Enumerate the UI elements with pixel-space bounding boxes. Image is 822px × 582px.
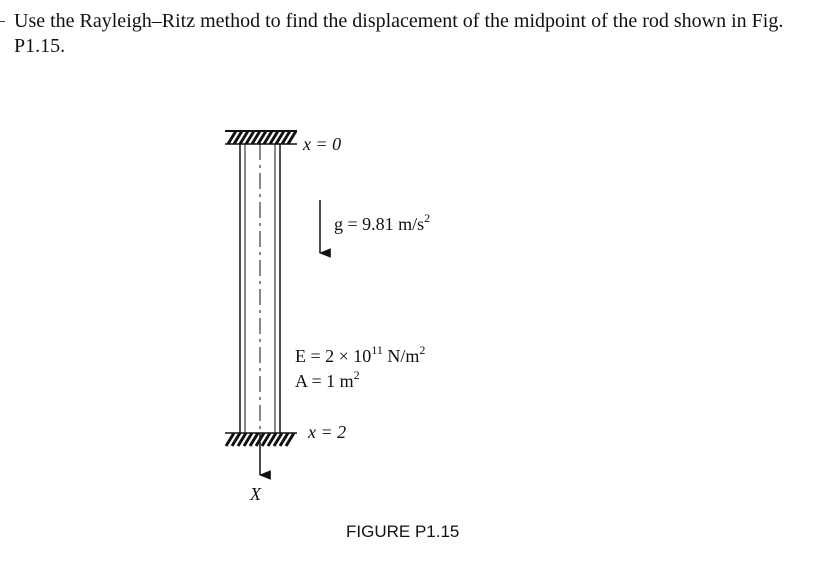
top-fixed-support xyxy=(225,131,297,144)
gravity-label: g = 9.81 $m/s^2$ xyxy=(334,211,431,234)
modulus-label: $E = 2 \times 10^{11}$ $N/m^2$ xyxy=(295,343,426,366)
problem-statement: Use the Rayleigh–Ritz method to find the displacement of the midpoint of the rod shown in Fig. P1.15. xyxy=(14,10,784,57)
x-axis-label: X xyxy=(250,484,261,504)
top-support-label: x = 0 xyxy=(303,134,342,154)
rod xyxy=(240,144,280,433)
bottom-fixed-support xyxy=(225,433,297,446)
figure-caption: FIGURE P1.15 xyxy=(346,522,460,541)
bottom-support-label: x = 2 xyxy=(308,422,347,442)
area-label: A = 1 $m^2$ xyxy=(295,368,360,391)
